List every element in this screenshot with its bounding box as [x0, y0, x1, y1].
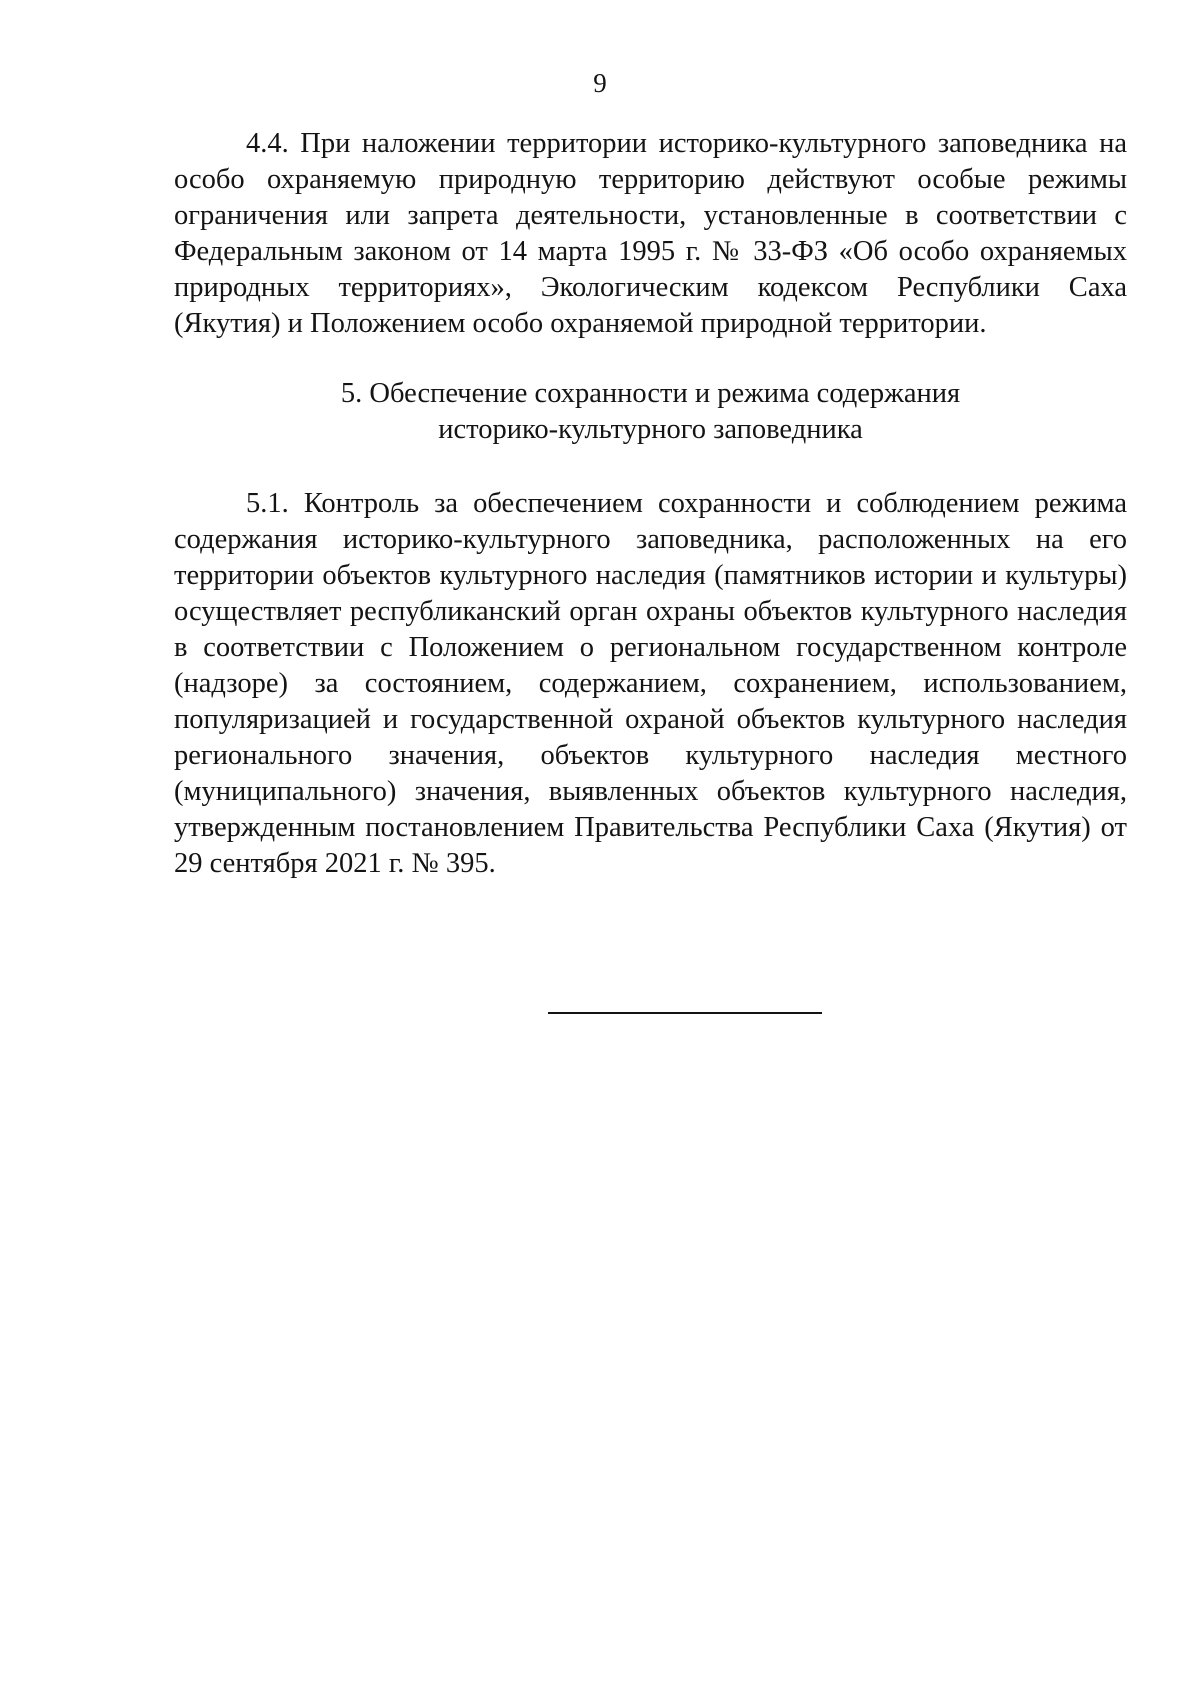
paragraph-4-4: 4.4. При наложении территории историко-культурного заповедника на особо охраняемую природную территорию действуют особые режимы ограничения или запрета деятельности, установленные в соответствии с Федеральным законом от 14 марта 1995 г. № 33-ФЗ «Об особо охраняемых природных территориях», Экологическим кодексом Республики Саха (Якутия) и Положением особо охраняемой природной территории.: [174, 128, 1127, 339]
section-5-heading-line-1: 5. Обеспечение сохранности и режима содержания: [340, 378, 961, 409]
page-number: 9: [593, 68, 607, 98]
section-5-heading: [174, 376, 1127, 448]
end-of-document-rule: [548, 1012, 822, 1014]
paragraph-5-1: 5.1. Контроль за обеспечением сохранности и соблюдением режима содержания историко-культурного заповедника, расположенных на его территории объектов культурного наследия (памятников истории и культуры) осуществляет республиканский орган охраны объектов культурного наследия в соответствии с Положением о региональном государственном контроле (надзоре) за состоянием, содержанием, сохранением, использованием, популяризацией и государственной охраной объектов культурного наследия регионального значения, объектов культурного наследия местного (муниципального) значения, выявленных объектов культурного наследия, утвержденным постановлением Правительства Республики Саха (Якутия) от 29 сентября 2021 г. № 395.: [174, 488, 1127, 879]
section-5-heading-line-2: историко-культурного заповедника: [438, 414, 863, 445]
